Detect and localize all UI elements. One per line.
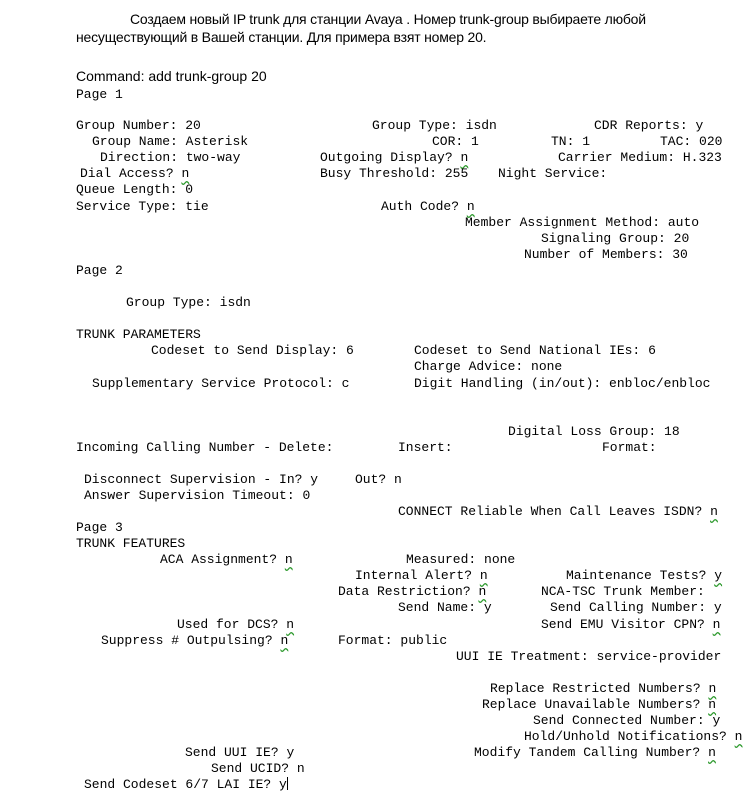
auth-code-field: Auth Code? n — [381, 199, 475, 214]
replace-unavailable-value[interactable]: n — [708, 697, 717, 712]
replace-restricted-value[interactable]: n — [708, 681, 717, 696]
cor-value[interactable]: 1 — [471, 134, 479, 149]
aca-value[interactable]: n — [284, 552, 293, 567]
suppress-value[interactable]: n — [280, 633, 289, 648]
connect-reliable-field: CONNECT Reliable When Call Leaves ISDN? n — [398, 504, 718, 519]
measured-field: Measured: none — [406, 552, 516, 567]
codeset-display-value[interactable]: 6 — [346, 343, 354, 358]
uui-treatment-field: UUI IE Treatment: service-provider — [456, 649, 722, 664]
page3-format-field: Format: public — [338, 633, 448, 648]
tn-value[interactable]: 1 — [582, 134, 591, 149]
maintenance-tests-value[interactable]: y — [714, 568, 723, 583]
night-service-field: Night Service: — [498, 166, 608, 181]
cor-field: COR: 1 — [432, 134, 479, 149]
trunk-parameters-heading: TRUNK PARAMETERS — [76, 327, 201, 342]
intro-line-1: Создаем новый IP trunk для станции Avaya . Номер trunk-group выбираете любой — [130, 11, 646, 27]
dial-access-value[interactable]: n — [181, 166, 190, 181]
send-connected-field: Send Connected Number: y — [533, 713, 721, 728]
replace-unavailable-field: Replace Unavailable Numbers? n — [482, 697, 717, 712]
used-dcs-field: Used for DCS? n — [177, 617, 295, 632]
tac-value[interactable]: 020 — [699, 134, 723, 149]
page1-title: Page 1 — [76, 87, 123, 102]
cdr-reports-field: CDR Reports: y — [594, 118, 704, 133]
disconnect-out-field: Out? n — [355, 472, 402, 487]
page3-format-value[interactable]: public — [400, 633, 448, 648]
codeset-national-field: Codeset to Send National IEs: 6 — [414, 343, 656, 358]
codeset-national-value[interactable]: 6 — [648, 343, 656, 358]
intro-line-2: несуществующий в Вашей станции. Для примера взят номер 20. — [76, 29, 487, 45]
charge-advice-value[interactable]: none — [531, 359, 563, 374]
modify-tandem-value[interactable]: n — [708, 745, 716, 760]
aca-field: ACA Assignment? n — [160, 552, 293, 567]
supp-protocol-field: Supplementary Service Protocol: c — [92, 376, 350, 391]
send-connected-value[interactable]: y — [712, 713, 721, 728]
number-of-members-field: Number of Members: 30 — [524, 247, 688, 262]
service-type-field: Service Type: tie — [76, 199, 209, 214]
auth-code-value[interactable]: n — [466, 199, 475, 214]
carrier-medium-field: Carrier Medium: H.323 — [558, 150, 722, 165]
send-ucid-value[interactable]: n — [296, 761, 305, 776]
measured-value[interactable]: none — [484, 552, 516, 567]
cdr-reports-value[interactable]: y — [695, 118, 704, 133]
service-type-value[interactable]: tie — [185, 199, 209, 214]
command-line: Command: add trunk-group 20 — [76, 68, 267, 84]
hold-unhold-field: Hold/Unhold Notifications? n — [524, 729, 743, 744]
group-number-field: Group Number: 20 — [76, 118, 201, 133]
text-cursor — [287, 777, 288, 790]
page2-format-field: Format: — [602, 440, 657, 455]
digital-loss-field: Digital Loss Group: 18 — [508, 424, 680, 439]
tac-field: TAC: 020 — [660, 134, 723, 149]
page2-title: Page 2 — [76, 263, 123, 278]
send-calling-value[interactable]: y — [713, 600, 722, 615]
page2-group-type-field: Group Type: isdn — [126, 295, 251, 310]
dial-access-field: Dial Access? n — [80, 166, 190, 181]
replace-restricted-field: Replace Restricted Numbers? n — [490, 681, 717, 696]
send-uui-field: Send UUI IE? y — [185, 745, 295, 760]
answer-timeout-field: Answer Supervision Timeout: 0 — [84, 488, 311, 503]
connect-reliable-value[interactable]: n — [710, 504, 718, 519]
send-uui-value[interactable]: y — [286, 745, 295, 760]
hold-unhold-value[interactable]: n — [734, 729, 743, 744]
queue-length-field: Queue Length: 0 — [76, 182, 194, 197]
maintenance-tests-field: Maintenance Tests? y — [566, 568, 723, 583]
page3-title: Page 3 — [76, 520, 123, 535]
send-emu-field: Send EMU Visitor CPN? n — [541, 617, 721, 632]
member-assignment-value[interactable]: auto — [667, 215, 700, 230]
send-emu-value[interactable]: n — [712, 617, 721, 632]
internal-alert-value[interactable]: n — [479, 568, 488, 583]
group-number-value[interactable]: 20 — [185, 118, 201, 133]
modify-tandem-field: Modify Tandem Calling Number? n — [474, 745, 716, 760]
send-name-value[interactable]: y — [483, 600, 492, 615]
signaling-group-value[interactable]: 20 — [673, 231, 690, 246]
send-codeset-value[interactable]: y — [279, 777, 287, 792]
trunk-features-heading: TRUNK FEATURES — [76, 536, 186, 551]
direction-field: Direction: two-way — [100, 150, 241, 165]
supp-protocol-value[interactable]: c — [341, 376, 350, 391]
carrier-medium-value[interactable]: H.323 — [682, 150, 722, 165]
group-name-field: Group Name: Asterisk — [92, 134, 249, 149]
digit-handling-field: Digit Handling (in/out): enbloc/enbloc — [414, 376, 711, 391]
member-assignment-field: Member Assignment Method: auto — [465, 215, 700, 230]
charge-advice-field: Charge Advice: none — [414, 359, 563, 374]
group-type-field: Group Type: isdn — [372, 118, 497, 133]
send-calling-field: Send Calling Number: y — [550, 600, 722, 615]
uui-treatment-value[interactable]: service-provider — [596, 649, 722, 664]
answer-timeout-value[interactable]: 0 — [302, 488, 311, 503]
internal-alert-field: Internal Alert? n — [355, 568, 488, 583]
insert-field: Insert: — [398, 440, 453, 455]
data-restriction-value[interactable]: n — [478, 584, 487, 599]
disconnect-in-field: Disconnect Supervision - In? y — [84, 472, 319, 487]
digital-loss-value[interactable]: 18 — [664, 424, 680, 439]
busy-threshold-field: Busy Threshold: 255 — [320, 166, 469, 181]
page2-group-type-value[interactable]: isdn — [219, 295, 251, 310]
send-ucid-field: Send UCID? n — [211, 761, 305, 776]
disconnect-out-value[interactable]: n — [394, 472, 402, 487]
outgoing-display-value[interactable]: n — [460, 150, 469, 165]
group-type-value[interactable]: isdn — [465, 118, 497, 133]
outgoing-display-field: Outgoing Display? n — [320, 150, 469, 165]
queue-length-value[interactable]: 0 — [185, 182, 194, 197]
codeset-display-field: Codeset to Send Display: 6 — [151, 343, 354, 358]
nca-tsc-field: NCA-TSC Trunk Member: — [541, 584, 705, 599]
data-restriction-field: Data Restriction? n — [338, 584, 487, 599]
number-of-members-value[interactable]: 30 — [672, 247, 688, 262]
send-name-field: Send Name: y — [398, 600, 492, 615]
direction-value[interactable]: two-way — [185, 150, 241, 165]
busy-threshold-value[interactable]: 255 — [444, 166, 469, 181]
incoming-delete-field: Incoming Calling Number - Delete: — [76, 440, 334, 455]
used-dcs-value[interactable]: n — [286, 617, 295, 632]
disconnect-in-value[interactable]: y — [310, 472, 319, 487]
tn-field: TN: 1 — [551, 134, 591, 149]
group-name-value[interactable]: Asterisk — [185, 134, 249, 149]
intro-paragraph — [76, 10, 746, 46]
suppress-field: Suppress # Outpulsing? n — [101, 633, 289, 648]
signaling-group-field: Signaling Group: 20 — [541, 231, 690, 246]
send-codeset-field: Send Codeset 6/7 LAI IE? y — [84, 777, 287, 792]
digit-handling-value[interactable]: enbloc/enbloc — [609, 376, 711, 391]
